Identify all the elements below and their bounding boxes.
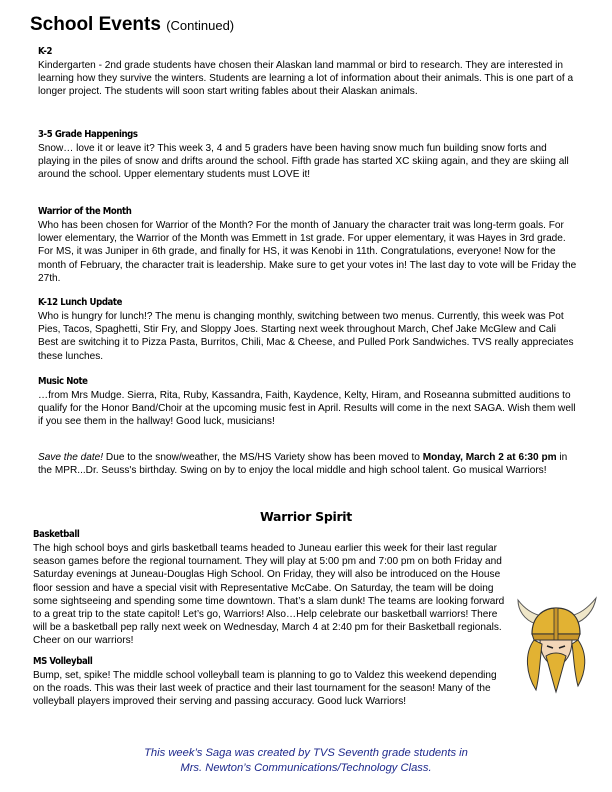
basketball-text: The high school boys and girls basketball teams headed to Juneau earlier this week for their last regular season games before the regional tournament. They will play at 5:00 pm and 7:00 pm on both Friday and Saturday evenings at Juneau-Douglas High School. On Friday, they will also be introduced on the House floor session and have a special visit with Representative McCabe. On Saturday, the team will be doing some sightseeing and spending some time downtown. That’s a slam dunk! The teams are looking forward to a great trip to the state capitol! Let’s go, Warriors! Also…Help celebrate our basketball warriors! There will be a basketball pep rally next week on Wednesday, March 4 at 2:40 pm for their Basketball regionals. Cheer on our warriors! (33, 543, 505, 647)
lunch-heading: K-12 Lunch Update (38, 297, 122, 308)
save-date-text2: in the MPR...Dr. Seuss's birthday. Swing on by to enjoy the local middle and high school talent. Go musical Warriors! (38, 452, 568, 477)
volleyball-text: Bump, set, spike! The middle school volleyball team is planning to go to Valdez this weekend depending on the roads. This was their last week of practice and their last tournament for the season! Many of the volleyball players improved their serving and passing accuracy. Good luck Warriors! (33, 670, 497, 708)
music-section (38, 376, 578, 429)
warrior-spirit-heading: Warrior Spirit (260, 509, 352, 524)
basketball-section (33, 529, 513, 648)
grades35-section (38, 129, 578, 182)
volleyball-section (33, 656, 508, 709)
footer-line-1: This week’s Saga was created by TVS Seventh grade students in (144, 747, 468, 759)
save-date-paragraph (38, 451, 578, 477)
page-title (30, 14, 234, 36)
save-date-text1: Due to the snow/weather, the MS/HS Variety show has been moved to (103, 452, 423, 463)
warrior-month-section (38, 206, 578, 285)
music-heading: Music Note (38, 376, 88, 387)
save-date-lead: Save the date! (38, 452, 104, 463)
footer-line-2: Mrs. Newton’s Communications/Technology Class. (180, 762, 432, 774)
grades35-text: Snow… love it or leave it? This week 3, 4 and 5 graders have been having snow much fun building snow forts and playing in the piles of snow and drifts around the school. Fifth grade has started XC skiing again, and they are skiing all around the school. Upper elementary students must LOVE it! (38, 143, 569, 181)
basketball-heading: Basketball (33, 529, 80, 540)
warrior-month-heading: Warrior of the Month (38, 206, 132, 217)
k2-text: Kindergarten - 2nd grade students have chosen their Alaskan land mammal or bird to research. They are interested in learning how they survive the winters. Students are learning a lot of information about their animals. This is one part of a longer project. The students will soon start writing fables about their Alaskan animals. (38, 60, 574, 98)
k2-section (38, 46, 578, 99)
lunch-section (38, 297, 578, 363)
k2-heading: K-2 (38, 46, 53, 57)
save-date-bold: Monday, March 2 at 6:30 pm (422, 452, 557, 463)
viking-mascot-icon (516, 594, 598, 694)
music-text: …from Mrs Mudge. Sierra, Rita, Ruby, Kassandra, Faith, Kaydence, Kelty, Hiram, and Roseanna submitted auditions to qualify for the Honor Band/Choir at the upcoming music fest in April. Results will come in the next SAGA. Wish them well if you see them in the hallway! Good luck, musicians! (38, 390, 576, 428)
title-text: School Events (30, 14, 161, 35)
title-subtitle: (Continued) (166, 18, 235, 33)
warrior-month-text: Who has been chosen for Warrior of the Month? For the month of January the character trait was long-term goals. For lower elementary, the Warrior of the Month was Emmett in 1st grade. For upper elementary, it was Hayes in 3rd grade. For MS, it was Juniper in 6th grade, and finally for HS, it was Kenobi in 11th. Congratulations, everyone! Now for the month of February, the character trait is leadership. Make sure to get your votes in! The last day to vote will be Friday the 27th. (38, 220, 577, 284)
volleyball-heading: MS Volleyball (33, 656, 93, 667)
grades35-heading: 3-5 Grade Happenings (38, 129, 138, 140)
footer-credit (0, 746, 612, 776)
lunch-text: Who is hungry for lunch!? The menu is changing monthly, switching between two menus. Currently, this week was Pot Pies, Tacos, Spaghetti, Stir Fry, and Sloppy Joes. Starting next week throughout March, Chef Jake McGlew and Cali Best are switching it to Pizza Pasta, Burritos, Chili, Mac & Cheese, and Pulled Pork Sandwiches. TVS really appreciates these lunches. (38, 311, 574, 362)
